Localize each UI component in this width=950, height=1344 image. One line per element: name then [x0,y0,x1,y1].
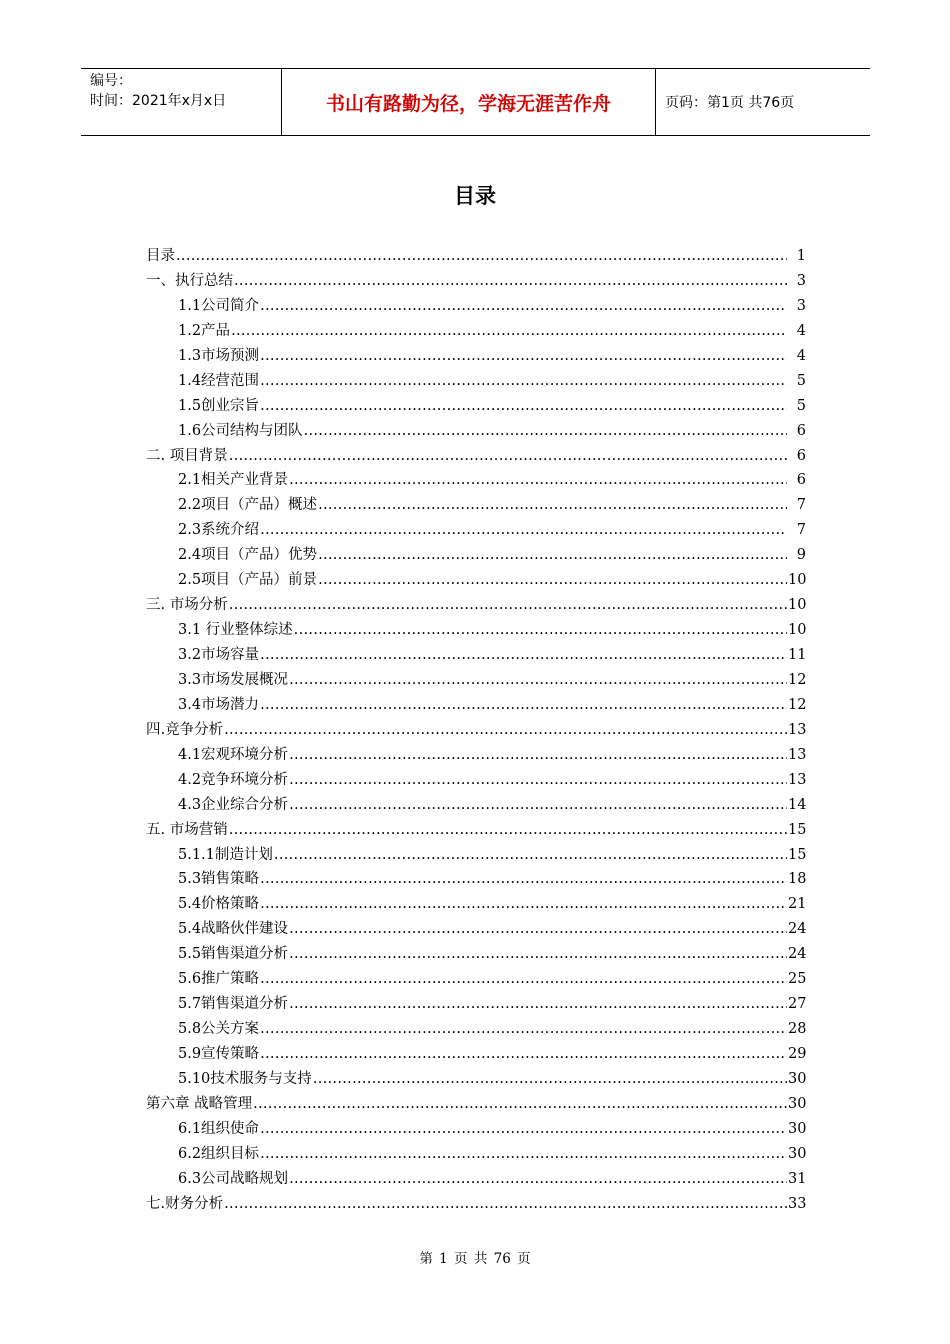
toc-entry-title: 4.2竞争环境分析 [178,771,289,788]
toc-leader-dots [260,394,787,419]
toc-entry[interactable] [146,793,806,818]
toc-entry[interactable] [146,369,806,394]
toc-leader-dots [229,593,787,618]
toc-leader-dots [260,693,787,718]
toc-leader-dots [289,942,787,967]
toc-entry-page: 6 [796,422,806,439]
toc-entry-title: 5.7销售渠道分析 [178,996,289,1013]
toc-leader-dots [260,518,787,543]
toc-entry[interactable] [146,269,806,294]
toc-entry-title: 3.3市场发展概况 [178,671,289,688]
toc-leader-dots [289,992,787,1017]
toc-entry[interactable] [146,1042,806,1067]
toc-entry-title: 1.1公司简介 [178,297,260,314]
toc-leader-dots [260,294,787,319]
toc-entry-title: 1.6公司结构与团队 [178,422,303,439]
toc-leader-dots [318,568,787,593]
toc-entry-title: 4.1宏观环境分析 [178,746,289,763]
toc-entry-page: 14 [788,796,807,813]
toc-leader-dots [260,892,787,917]
toc-leader-dots [260,967,787,992]
toc-entry-title: 1.3市场预测 [178,347,260,364]
toc-entry-title: 目录 [146,248,175,264]
toc-entry-page: 5 [796,372,806,389]
toc-entry-title: 2.2项目（产品）概述 [178,497,318,514]
toc-entry-page: 11 [788,647,807,663]
toc-entry-page: 30 [788,1145,807,1162]
toc-leader-dots [231,319,787,344]
toc-entry-title: 5.6推广策略 [178,971,260,988]
toc-entry-page: 10 [788,622,807,639]
toc-entry-page: 10 [788,572,807,589]
toc-entry-page: 12 [788,671,807,688]
toc-entry-title: 2.5项目（产品）前景 [178,572,318,589]
toc-entry-page: 15 [788,821,807,838]
toc-entry[interactable] [146,444,806,469]
toc-entry-page: 13 [788,771,807,788]
header-motto: 书山有路勤为径，学海无涯苦作舟 [281,69,656,135]
toc-entry-page: 6 [796,447,806,464]
toc-entry-title: 3.4市场潜力 [178,696,260,713]
page-title: 目录 [454,184,496,208]
toc-leader-dots [229,444,787,469]
toc-leader-dots [274,843,787,868]
toc-leader-dots [260,344,787,369]
toc-leader-dots [260,643,787,668]
toc-leader-dots [294,618,787,643]
toc-entry[interactable] [146,518,806,543]
toc-entry-page: 9 [796,547,806,564]
toc-entry-page: 25 [788,971,807,988]
toc-leader-dots [289,917,787,942]
toc-entry-page: 13 [788,746,807,763]
toc-leader-dots [313,1067,787,1092]
toc-entry[interactable] [146,1092,806,1117]
toc-entry-page: 3 [796,297,806,314]
toc-entry[interactable] [146,468,806,493]
toc-entry-page: 13 [788,721,807,738]
toc-leader-dots [304,419,787,444]
toc-entry[interactable] [146,319,806,344]
toc-entry-page: 30 [788,1070,807,1087]
toc-entry-title: 5.1.1制造计划 [178,846,273,863]
toc-entry-title: 第六章 战略管理 [146,1095,253,1112]
toc-leader-dots [318,493,787,518]
toc-entry[interactable] [146,743,806,768]
toc-leader-dots [289,768,787,793]
toc-entry[interactable] [146,344,806,369]
toc-entry-page: 33 [788,1195,807,1212]
toc-entry[interactable] [146,1067,806,1092]
toc-entry[interactable] [146,1142,806,1167]
document-time-label: 时间：2021年x月x日 [90,93,227,109]
toc-entry-page: 4 [796,347,806,364]
toc-entry-page: 18 [788,871,807,888]
toc-leader-dots [224,1192,787,1217]
toc-entry[interactable] [146,1192,806,1217]
toc-entry-page: 12 [788,696,807,713]
toc-entry-title: 5.3销售策略 [178,871,260,888]
toc-entry[interactable] [146,244,806,269]
toc-entry[interactable] [146,618,806,643]
toc-entry[interactable] [146,643,806,668]
toc-entry[interactable] [146,768,806,793]
toc-entry-page: 30 [788,1120,807,1137]
toc-entry-page: 1 [796,248,806,264]
toc-entry[interactable] [146,818,806,843]
toc-entry-title: 四.竞争分析 [146,721,224,738]
toc-entry[interactable] [146,693,806,718]
toc-entry[interactable] [146,718,806,743]
toc-entry-title: 2.4项目（产品）优势 [178,547,318,564]
toc-leader-dots [289,468,787,493]
toc-entry-title: 5.5销售渠道分析 [178,946,289,963]
toc-leader-dots [289,743,787,768]
document-number-label: 编号： [90,73,132,89]
toc-leader-dots [260,1117,787,1142]
toc-entry-page: 10 [788,597,807,614]
toc-leader-dots [229,818,787,843]
toc-leader-dots [260,369,787,394]
toc-entry[interactable] [146,992,806,1017]
toc-leader-dots [260,1042,787,1067]
toc-entry-title: 4.3企业综合分析 [178,796,289,813]
toc-entry-page: 29 [788,1046,807,1062]
toc-entry[interactable] [146,668,806,693]
toc-leader-dots [289,793,787,818]
table-of-contents [146,244,806,1217]
toc-entry[interactable] [146,419,806,444]
toc-entry-page: 5 [796,397,806,414]
toc-entry-page: 7 [796,497,806,514]
toc-entry[interactable] [146,1017,806,1042]
page-footer: 第 1 页 共 76 页 [419,1251,531,1267]
toc-entry[interactable] [146,543,806,568]
toc-entry[interactable] [146,967,806,992]
toc-leader-dots [234,269,787,294]
toc-entry[interactable] [146,1117,806,1142]
toc-entry[interactable] [146,294,806,319]
toc-entry-title: 五. 市场营销 [146,821,228,838]
toc-entry-title: 5.9宣传策略 [178,1046,260,1062]
toc-entry-title: 3.1 行业整体综述 [178,622,293,639]
toc-entry-page: 21 [788,896,807,913]
toc-entry-title: 一、执行总结 [146,272,233,289]
header-meta [81,69,281,135]
toc-entry-title: 1.4经营范围 [178,372,260,389]
toc-entry[interactable] [146,867,806,892]
toc-entry-page: 7 [796,522,806,539]
toc-entry-page: 4 [796,322,806,339]
toc-entry-title: 5.4价格策略 [178,896,260,913]
toc-leader-dots [176,244,787,269]
toc-entry[interactable] [146,917,806,942]
toc-entry[interactable] [146,493,806,518]
toc-leader-dots [289,1167,787,1192]
toc-entry-page: 28 [788,1021,807,1038]
toc-leader-dots [260,867,787,892]
toc-entry-page: 24 [788,946,807,963]
toc-entry[interactable] [146,942,806,967]
toc-entry[interactable] [146,593,806,618]
toc-entry-title: 二. 项目背景 [146,447,228,464]
toc-entry-title: 1.5创业宗旨 [178,397,260,414]
toc-leader-dots [253,1092,787,1117]
toc-entry-title: 6.3公司战略规划 [178,1170,289,1187]
toc-leader-dots [224,718,787,743]
toc-entry-title: 6.1组织使命 [178,1120,260,1137]
toc-entry-title: 5.8公关方案 [178,1021,260,1038]
toc-leader-dots [289,668,787,693]
toc-entry-title: 3.2市场容量 [178,647,260,663]
toc-entry-title: 2.1相关产业背景 [178,472,289,489]
toc-entry-title: 1.2产品 [178,322,231,339]
toc-entry[interactable] [146,568,806,593]
toc-entry-title: 2.3系统介绍 [178,522,260,539]
toc-entry-title: 三. 市场分析 [146,597,228,614]
header-page-label: 页码：第1页 共76页 [665,95,795,111]
toc-entry[interactable] [146,1167,806,1192]
toc-entry[interactable] [146,892,806,917]
toc-leader-dots [318,543,787,568]
toc-entry-page: 15 [788,846,807,863]
toc-entry-page: 6 [796,472,806,489]
toc-entry-title: 6.2组织目标 [178,1145,260,1162]
toc-leader-dots [260,1142,787,1167]
toc-entry-title: 5.10技术服务与支持 [178,1070,312,1087]
toc-entry-title: 5.4战略伙伴建设 [178,921,289,938]
toc-entry[interactable] [146,843,806,868]
toc-entry-page: 30 [788,1095,807,1112]
page-header [81,68,870,136]
toc-entry-page: 24 [788,921,807,938]
toc-entry[interactable] [146,394,806,419]
toc-entry-page: 27 [788,996,807,1013]
toc-entry-page: 3 [796,272,806,289]
toc-leader-dots [260,1017,787,1042]
toc-entry-title: 七.财务分析 [146,1195,224,1212]
toc-entry-page: 31 [788,1170,807,1187]
